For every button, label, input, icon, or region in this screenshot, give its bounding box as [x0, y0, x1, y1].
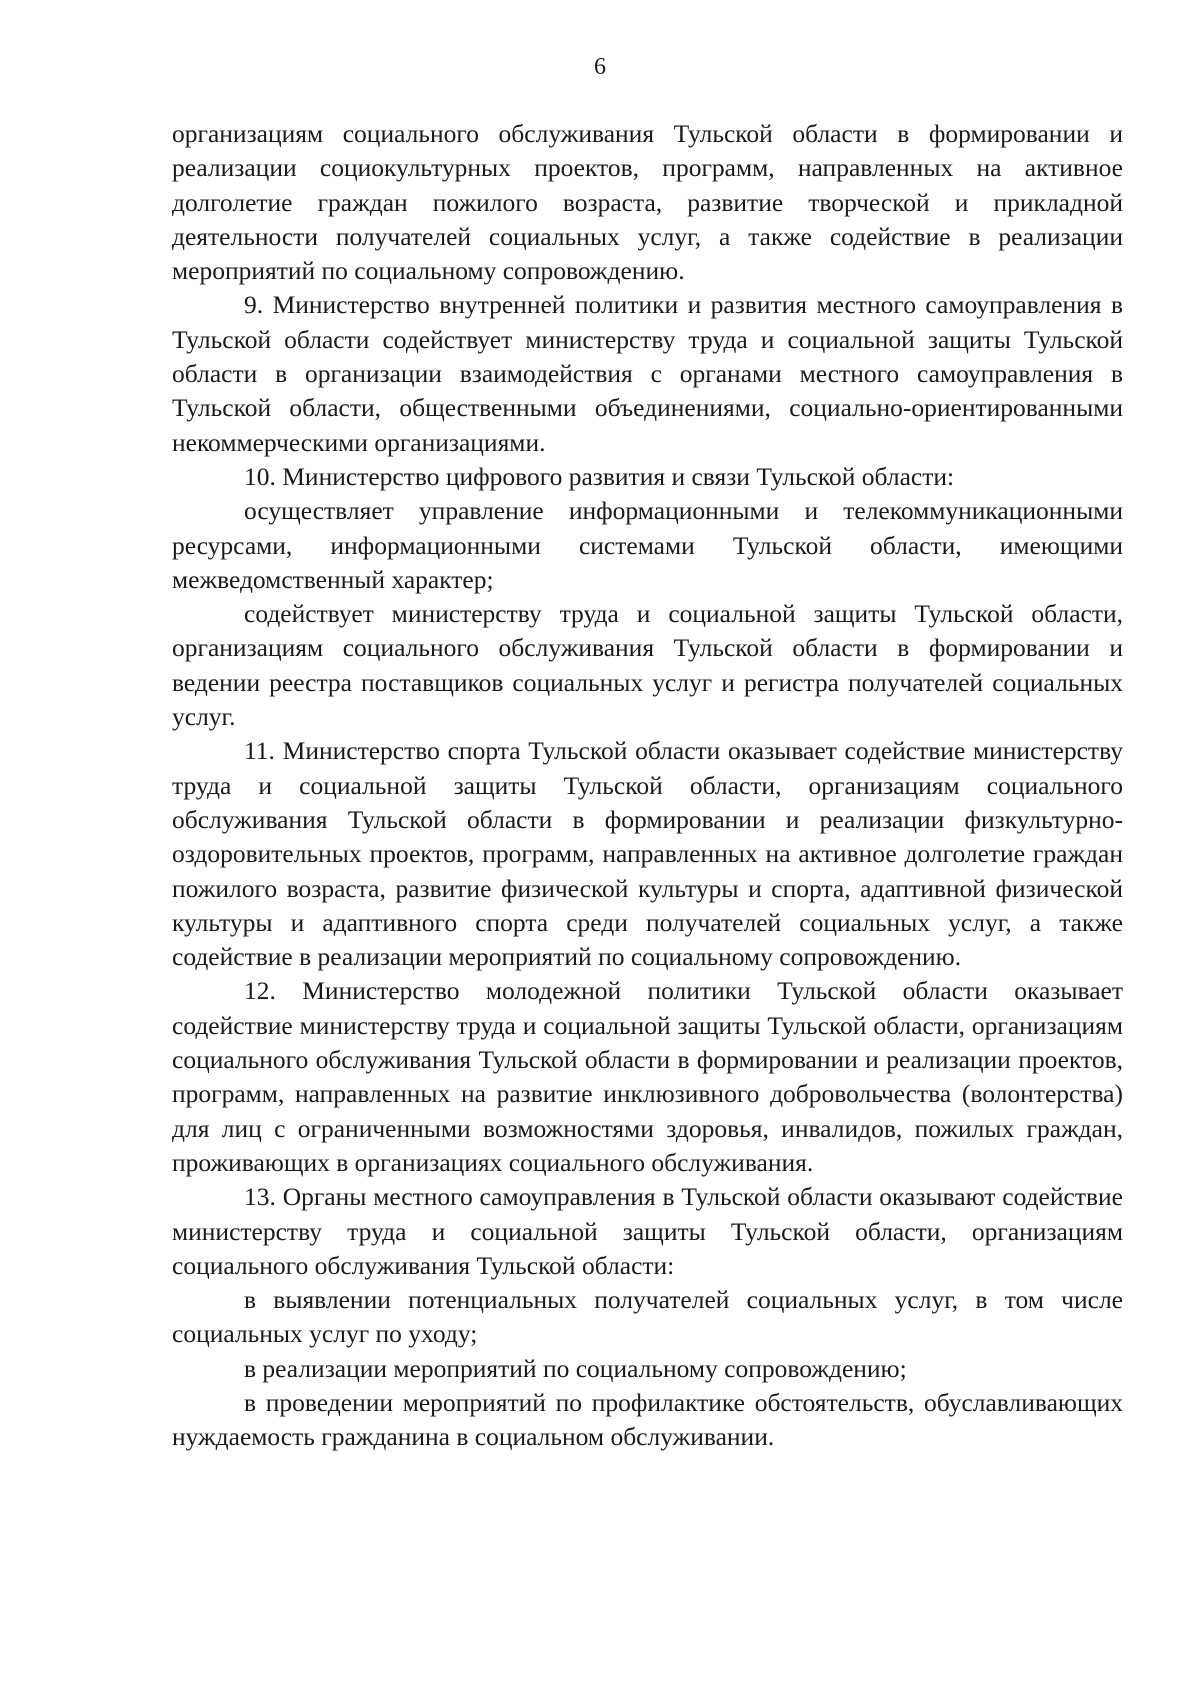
page-number: 6	[594, 54, 606, 80]
paragraph-item-13-sub-3: в проведении мероприятий по профилактике обстоятельств, обуславливающих нуждаемость гражданина в социальном обслуживании.	[172, 1387, 1123, 1452]
paragraph-item-10-sub-1: осуществляет управление информационными и телекоммуникационными ресурсами, информационными системами Тульской области, имеющими межведомственный характер;	[172, 496, 1123, 594]
paragraph-item-10: 10. Министерство цифрового развития и связи Тульской области:	[244, 461, 955, 491]
paragraph-item-13-sub-2: в реализации мероприятий по социальному сопровождению;	[244, 1353, 907, 1383]
paragraph-item-13-sub-1: в выявлении потенциальных получателей социальных услуг, в том числе социальных услуг по уходу;	[172, 1285, 1123, 1349]
paragraph-item-12: 12. Министерство молодежной политики Тульской области оказывает содействие министерству труда и социальной защиты Тульской области, организациям социального обслуживания Тульской области в формировании и реализации проектов, программ, направленных на развитие инклюзивного добровольчества (волонтерства) для лиц с ограниченными возможностями здоровья, инвалидов, пожилых граждан, проживающих в организациях социального обслуживания.	[172, 976, 1123, 1177]
paragraph-item-13: 13. Органы местного самоуправления в Тульской области оказывают содействие министерству труда и социальной защиты Тульской области, организациям социального обслуживания Тульской области:	[172, 1182, 1123, 1280]
paragraph-item-11: 11. Министерство спорта Тульской области оказывает содействие министерству труда и социальной защиты Тульской области, организациям социального обслуживания Тульской области в формировании и реализации физкультурно-оздоровительных проектов, программ, направленных на активное долголетие граждан пожилого возраста, развитие физической культуры и спорта, адаптивной физической культуры и адаптивного спорта среди получателей социальных услуг, а также содействие в реализации мероприятий по социальному сопровождению.	[172, 736, 1123, 972]
document-body	[172, 117, 1123, 1455]
paragraph-continuation: организациям социального обслуживания Тульской области в формировании и реализации социокультурных проектов, программ, направленных на активное долголетие граждан пожилого возраста, развитие творческой и прикладной деятельности получателей социальных услуг, а также содействие в реализации мероприятий по социальному сопровождению.	[172, 119, 1123, 286]
paragraph-item-10-sub-2: содействует министерству труда и социальной защиты Тульской области, организациям социального обслуживания Тульской области в формировании и ведении реестра поставщиков социальных услуг и регистра получателей социальных услуг.	[172, 599, 1123, 732]
paragraph-item-9: 9. Министерство внутренней политики и развития местного самоуправления в Тульской области содействует министерству труда и социальной защиты Тульской области в организации взаимодействия с органами местного самоуправления в Тульской области, общественными объединениями, социально-ориентированными некоммерческими организациями.	[172, 290, 1123, 457]
